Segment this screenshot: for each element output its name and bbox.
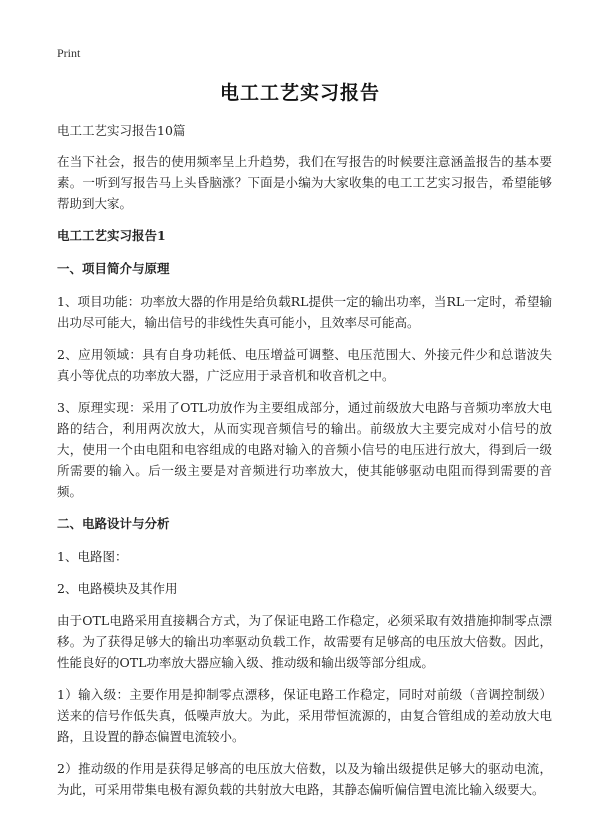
section-heading-2: 二、电路设计与分析 (57, 516, 170, 531)
paragraph: 2、电路模块及其作用 (57, 581, 178, 596)
section-heading-1: 一、项目简介与原理 (57, 261, 170, 276)
paragraph: 2、应用领域：具有自身功耗低、电压增益可调整、电压范围大、外接元件少和总谐波失真小等优点的功率放大器，广泛应用于录音机和收音机之中。 (57, 347, 552, 383)
paragraph: 1）输入级：主要作用是抑制零点漂移，保证电路工作稳定，同时对前级（音调控制级）送来的信号作低失真，低噪声放大。为此，采用带恒流源的，由复合管组成的差动放大电路，且设置的静态偏置电流较小。 (57, 687, 552, 744)
report-heading: 电工工艺实习报告1 (57, 228, 166, 243)
print-link[interactable]: Print (57, 46, 81, 60)
document-subtitle: 电工工艺实习报告10篇 (57, 123, 186, 138)
document-title: 电工工艺实习报告 (219, 82, 380, 104)
paragraph: 2）推动级的作用是获得足够高的电压放大倍数，以及为输出级提供足够大的驱动电流，为此，可采用带集电极有源负载的共射放大电路，其静态偏听偏信置电流比输入级要大。 (57, 761, 552, 797)
paragraph: 由于OTL电路采用直接耦合方式，为了保证电路工作稳定，必须采取有效措施抑制零点漂移。为了获得足够大的输出功率驱动负载工作，故需要有足够高的电压放大倍数。因此，性能良好的OTL功率放大器应输入级、推动级和输出级等部分组成。 (57, 613, 552, 670)
paragraph: 3、原理实现：采用了OTL功放作为主要组成部分，通过前级放大电路与音频功率放大电路的结合，利用两次放大，从而实现音频信号的输出。前级放大主要完成对小信号的放大，使用一个由电阻和电容组成的电路对输入的音频小信号的电压进行放大，得到后一级所需要的输入。后一级主要是对音频进行功率放大，使其能够驱动电阻而得到需要的音频。 (57, 400, 552, 499)
paragraph: 1、项目功能：功率放大器的作用是给负载RL提供一定的输出功率，当RL一定时，希望输出功尽可能大，输出信号的非线性失真可能小，且效率尽可能高。 (57, 294, 552, 330)
paragraph: 1、电路图： (57, 549, 128, 564)
intro-paragraph: 在当下社会，报告的使用频率呈上升趋势，我们在写报告的时候要注意涵盖报告的基本要素。一听到写报告马上头昏脑涨？下面是小编为大家收集的电工工艺实习报告，希望能够帮助到大家。 (57, 154, 552, 211)
document-body (57, 120, 552, 811)
